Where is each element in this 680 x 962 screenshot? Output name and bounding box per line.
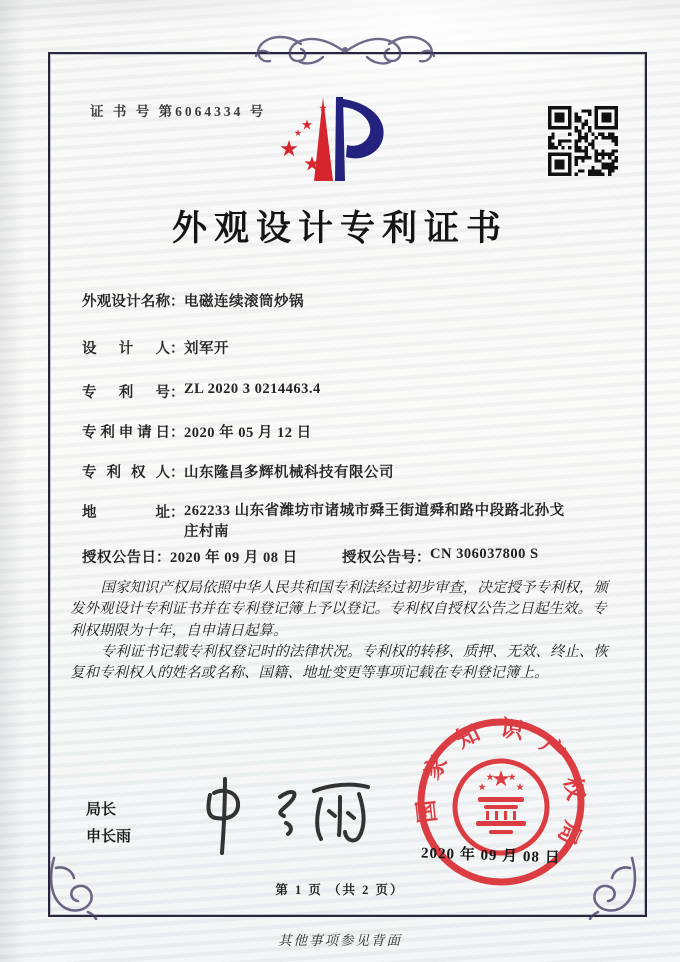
seal-date: 2020 年 09 月 08 日 bbox=[420, 845, 561, 867]
field-label: 专利申请日 bbox=[82, 425, 170, 441]
field-label: 授权公告号 bbox=[342, 550, 416, 566]
legal-paragraph-1: 国家知识产权局依照中华人民共和国专利法经过初步审查，决定授予专利权，颁发外观设计专利证书并在专利登记簿上予以登记。专利权自授权公告之日起生效。专利权期限为十年，自申请日起算。 bbox=[70, 580, 608, 639]
certificate-number: 证 书 号 第6064334 号 bbox=[90, 104, 267, 119]
field-value: 262233 山东省潍坊市诸城市舜王街道舜和路中段路北孙戈庄村南 bbox=[184, 503, 565, 540]
field-colon: ： bbox=[156, 550, 171, 566]
cnipa-logo-icon bbox=[276, 94, 400, 186]
field-colon: ： bbox=[170, 425, 185, 441]
legal-text bbox=[70, 578, 616, 684]
field-colon: ： bbox=[170, 505, 185, 521]
field-row-designer bbox=[82, 337, 229, 358]
field-label: 地址 bbox=[82, 505, 170, 521]
seal-ring-text: 国家知识产权局 bbox=[413, 715, 589, 849]
legal-paragraph-2: 专利证书记载专利权登记时的法律状况。专利权的转移、质押、无效、终止、恢复和专利权人的姓名或名称、国籍、地址变更等事项记载在专利登记簿上。 bbox=[70, 643, 608, 682]
field-colon: ： bbox=[170, 465, 185, 481]
field-label: 专利号 bbox=[82, 385, 170, 401]
field-value: 山东隆昌多辉机械科技有限公司 bbox=[184, 465, 394, 481]
national-emblem-icon bbox=[455, 761, 547, 853]
certificate-title: 外观设计专利证书 bbox=[171, 209, 508, 248]
official-seal-icon bbox=[409, 711, 593, 895]
grant-date-pair bbox=[82, 546, 298, 566]
grant-number-pair bbox=[342, 546, 539, 567]
field-row-patentee bbox=[82, 461, 394, 482]
field-row-grant bbox=[82, 546, 539, 567]
field-row-address bbox=[82, 501, 576, 543]
field-label: 设计人 bbox=[82, 341, 170, 357]
commissioner-title: 局长 bbox=[86, 802, 117, 818]
field-value: 刘军开 bbox=[184, 341, 229, 357]
field-label: 授权公告日 bbox=[82, 550, 156, 566]
field-colon: ： bbox=[170, 385, 185, 401]
field-row-patent-number bbox=[82, 381, 321, 402]
field-value: CN 306037800 S bbox=[430, 546, 539, 562]
field-row-design-name bbox=[82, 290, 304, 311]
field-value: ZL 2020 3 0214463.4 bbox=[184, 381, 321, 397]
field-colon: ： bbox=[170, 294, 185, 310]
field-colon: ： bbox=[170, 341, 185, 357]
back-side-note: 其他事项参见背面 bbox=[278, 933, 402, 948]
qr-code-icon bbox=[548, 106, 618, 176]
signature-image bbox=[182, 773, 387, 861]
field-label: 外观设计名称 bbox=[82, 294, 170, 310]
field-value: 2020 年 09 月 08 日 bbox=[170, 550, 298, 566]
field-value: 2020 年 05 月 12 日 bbox=[184, 425, 312, 441]
field-label: 专利权人 bbox=[82, 465, 170, 481]
commissioner-name: 申长雨 bbox=[86, 829, 132, 845]
field-row-filing-date bbox=[82, 421, 312, 442]
field-colon: ： bbox=[416, 550, 431, 566]
top-flourish-ornament bbox=[239, 29, 451, 73]
page-number: 第 1 页 （共 2 页） bbox=[275, 883, 405, 897]
field-value: 电磁连续滚筒炒锅 bbox=[184, 294, 304, 310]
